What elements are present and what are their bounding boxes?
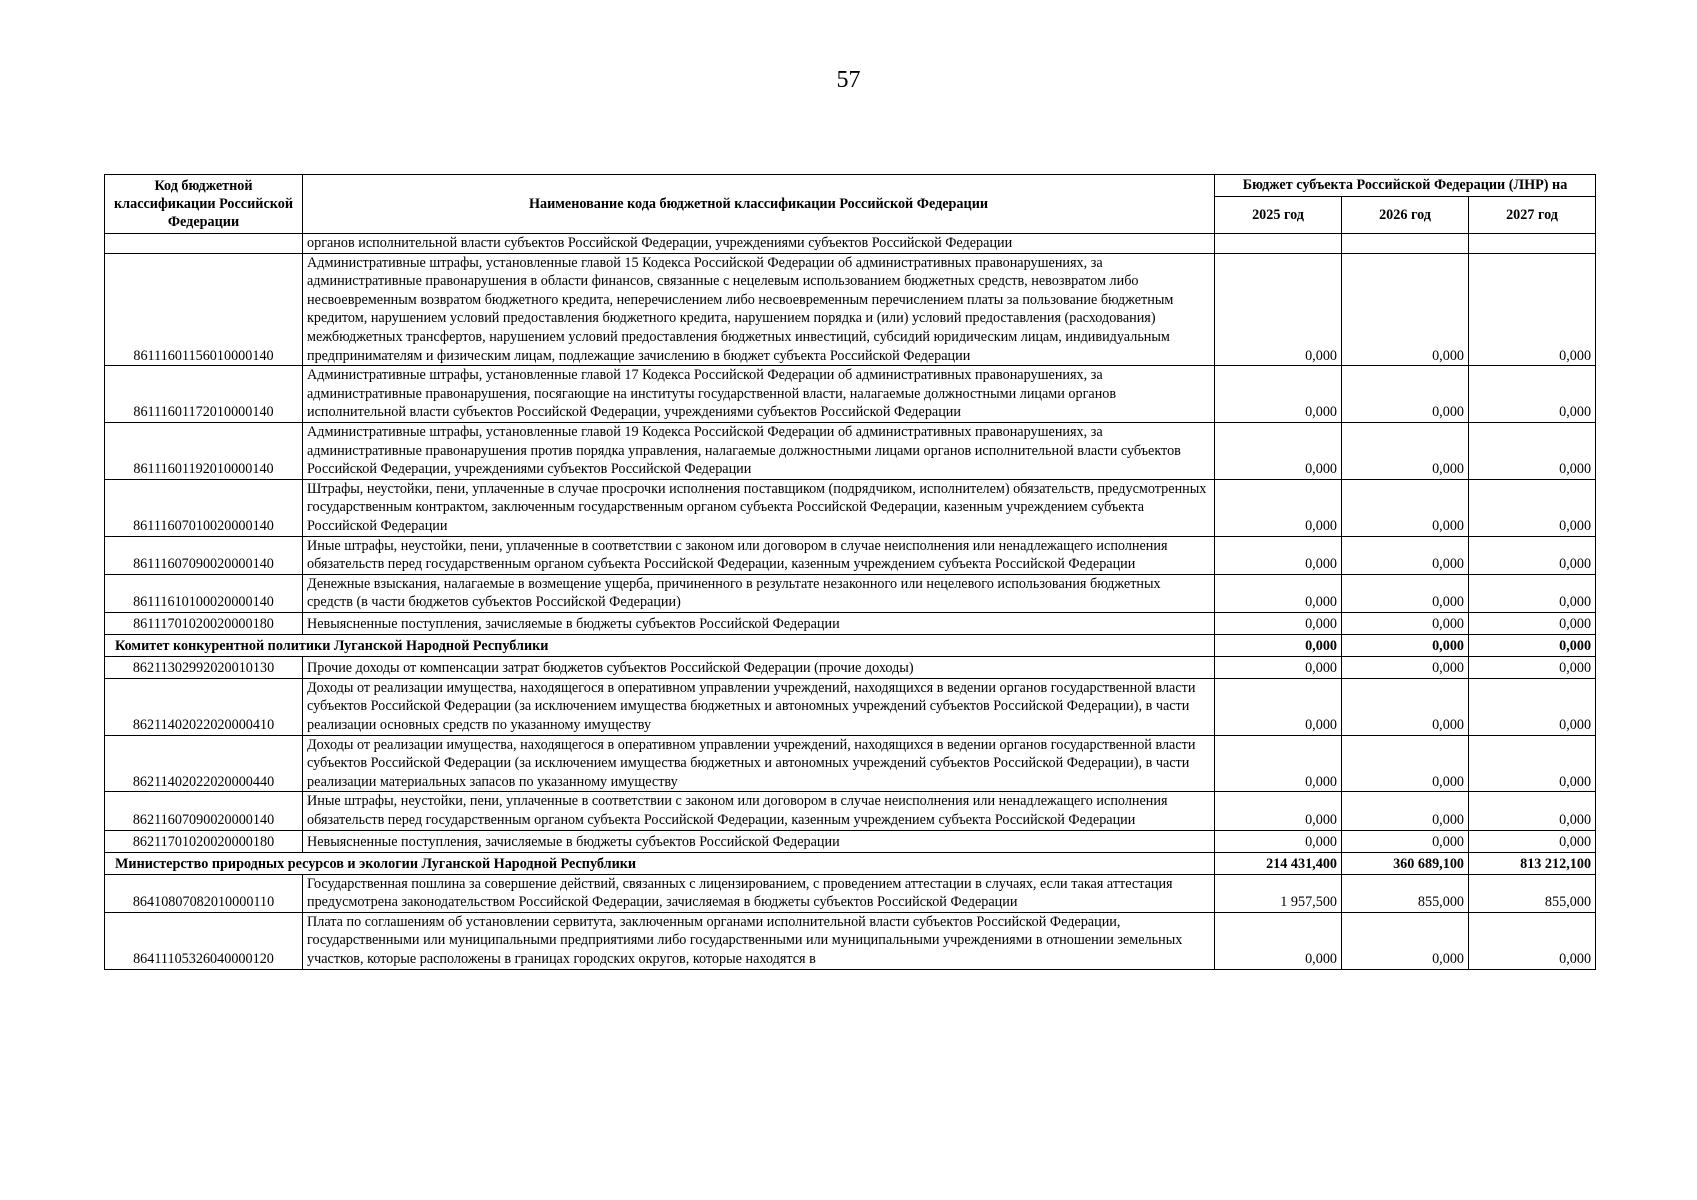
code-name-cell: Административные штрафы, установленные главой 19 Кодекса Российской Федерации об административных правонарушениях, за административные правонарушения против порядка управления, налагаемые должностными лицами органов исполнительной власти субъектов Российской Федерации, учреждениями субъектов Российской Федерации	[303, 422, 1215, 479]
value-2027-cell: 0,000	[1469, 536, 1596, 574]
value-2025-cell: 0,000	[1215, 479, 1342, 536]
value-2026-cell: 0,000	[1342, 422, 1469, 479]
value-2026-cell: 360 689,100	[1342, 852, 1469, 874]
value-2025-cell: 0,000	[1215, 830, 1342, 852]
budget-code-cell: 86211402022020000440	[105, 735, 303, 792]
header-name-column: Наименование кода бюджетной классификации Российской Федерации	[303, 175, 1215, 234]
table-header	[105, 175, 1596, 234]
header-year-2027: 2027 год	[1469, 197, 1596, 234]
code-name-cell: Доходы от реализации имущества, находящегося в оперативном управлении учреждений, находящихся в ведении органов государственной власти субъектов Российской Федерации (за исключением имущества бюджетных и автономных учреждений субъектов Российской Федерации), в части реализации основных средств по указанному имуществу	[303, 678, 1215, 735]
value-2025-cell: 0,000	[1215, 366, 1342, 423]
value-2026-cell: 0,000	[1342, 792, 1469, 830]
budget-code-cell: 86211607090020000140	[105, 792, 303, 830]
header-budget-group: Бюджет субъекта Российской Федерации (ЛНР) на	[1215, 175, 1596, 197]
table-row	[105, 830, 1596, 852]
budget-code-cell: 86111601192010000140	[105, 422, 303, 479]
value-2025-cell: 0,000	[1215, 792, 1342, 830]
value-2026-cell: 0,000	[1342, 678, 1469, 735]
value-2025-cell: 214 431,400	[1215, 852, 1342, 874]
budget-revenue-table	[104, 174, 1596, 970]
budget-code-cell: 86111601156010000140	[105, 253, 303, 366]
code-name-cell: Доходы от реализации имущества, находящегося в оперативном управлении учреждений, находящихся в ведении органов государственной власти субъектов Российской Федерации (за исключением имущества бюджетных и автономных учреждений субъектов Российской Федерации), в части реализации материальных запасов по указанному имуществу	[303, 735, 1215, 792]
budget-code-cell: 86111607010020000140	[105, 479, 303, 536]
header-code-column: Код бюджетной классификации Российской Федерации	[105, 175, 303, 234]
code-name-cell: Штрафы, неустойки, пени, уплаченные в случае просрочки исполнения поставщиком (подрядчиком, исполнителем) обязательств, предусмотренных государственным контрактом, заключенным государственным органом субъекта Российской Федерации, казенным учреждением субъекта Российской Федерации	[303, 479, 1215, 536]
section-row	[105, 634, 1596, 656]
value-2025-cell	[1215, 234, 1342, 254]
table-row	[105, 678, 1596, 735]
table-row	[105, 536, 1596, 574]
value-2027-cell: 0,000	[1469, 422, 1596, 479]
value-2026-cell: 0,000	[1342, 536, 1469, 574]
page-number: 57	[836, 67, 861, 93]
table-row	[105, 912, 1596, 969]
value-2027-cell: 0,000	[1469, 574, 1596, 612]
budget-code-cell: 86411105326040000120	[105, 912, 303, 969]
code-name-cell: Иные штрафы, неустойки, пени, уплаченные в соответствии с законом или договором в случае неисполнения или ненадлежащего исполнения обязательств перед государственным органом субъекта Российской Федерации, казенным учреждением субъекта Российской Федерации	[303, 536, 1215, 574]
value-2027-cell: 0,000	[1469, 735, 1596, 792]
value-2026-cell: 0,000	[1342, 253, 1469, 366]
value-2026-cell: 0,000	[1342, 612, 1469, 634]
table-row	[105, 874, 1596, 912]
table-row	[105, 574, 1596, 612]
budget-code-cell: 86410807082010000110	[105, 874, 303, 912]
value-2027-cell: 813 212,100	[1469, 852, 1596, 874]
value-2027-cell: 0,000	[1469, 366, 1596, 423]
budget-code-cell: 86111610100020000140	[105, 574, 303, 612]
table-row	[105, 612, 1596, 634]
value-2026-cell: 0,000	[1342, 574, 1469, 612]
value-2027-cell: 0,000	[1469, 830, 1596, 852]
value-2025-cell: 0,000	[1215, 612, 1342, 634]
value-2025-cell: 0,000	[1215, 735, 1342, 792]
value-2026-cell: 0,000	[1342, 479, 1469, 536]
value-2026-cell: 0,000	[1342, 366, 1469, 423]
code-name-cell: органов исполнительной власти субъектов Российской Федерации, учреждениями субъектов Российской Федерации	[303, 234, 1215, 254]
value-2026-cell: 0,000	[1342, 656, 1469, 678]
table-row	[105, 366, 1596, 423]
value-2026-cell: 0,000	[1342, 735, 1469, 792]
value-2025-cell: 0,000	[1215, 422, 1342, 479]
value-2025-cell: 0,000	[1215, 656, 1342, 678]
budget-code-cell: 86111701020020000180	[105, 612, 303, 634]
table-row	[105, 792, 1596, 830]
table-row	[105, 234, 1596, 254]
value-2027-cell	[1469, 234, 1596, 254]
table-row	[105, 656, 1596, 678]
table-row	[105, 479, 1596, 536]
value-2027-cell: 0,000	[1469, 912, 1596, 969]
value-2026-cell: 0,000	[1342, 830, 1469, 852]
value-2025-cell: 0,000	[1215, 253, 1342, 366]
table-row	[105, 422, 1596, 479]
code-name-cell: Административные штрафы, установленные главой 15 Кодекса Российской Федерации об административных правонарушениях, за административные правонарушения в области финансов, связанные с нецелевым использованием бюджетных средств, невозвратом либо несвоевременным возвратом бюджетного кредита, неперечислением либо несвоевременным перечислением платы за пользование бюджетным кредитом, нарушением условий предоставления бюджетного кредита, нарушением порядка и (или) условий предоставления (расходования) межбюджетных трансфертов, нарушением условий предоставления бюджетных инвестиций, субсидий юридическим лицам, индивидуальным предпринимателям и физическим лицам, подлежащие зачислению в бюджет субъекта Российской Федерации	[303, 253, 1215, 366]
code-name-cell: Невыясненные поступления, зачисляемые в бюджеты субъектов Российской Федерации	[303, 612, 1215, 634]
value-2027-cell: 0,000	[1469, 634, 1596, 656]
value-2025-cell: 0,000	[1215, 536, 1342, 574]
value-2026-cell	[1342, 234, 1469, 254]
section-title: Комитет конкурентной политики Луганской Народной Республики	[105, 634, 1215, 656]
section-title: Министерство природных ресурсов и экологии Луганской Народной Республики	[105, 852, 1215, 874]
budget-code-cell: 86111607090020000140	[105, 536, 303, 574]
value-2027-cell: 0,000	[1469, 792, 1596, 830]
value-2025-cell: 0,000	[1215, 634, 1342, 656]
table-row	[105, 735, 1596, 792]
header-year-2025: 2025 год	[1215, 197, 1342, 234]
value-2025-cell: 0,000	[1215, 574, 1342, 612]
value-2027-cell: 0,000	[1469, 253, 1596, 366]
table-row	[105, 253, 1596, 366]
code-name-cell: Прочие доходы от компенсации затрат бюджетов субъектов Российской Федерации (прочие доходы)	[303, 656, 1215, 678]
section-row	[105, 852, 1596, 874]
value-2027-cell: 0,000	[1469, 678, 1596, 735]
code-name-cell: Административные штрафы, установленные главой 17 Кодекса Российской Федерации об административных правонарушениях, за административные правонарушения, посягающие на институты государственной власти, налагаемые должностными лицами органов исполнительной власти субъектов Российской Федерации, учреждениями субъектов Российской Федерации	[303, 366, 1215, 423]
budget-code-cell: 86111601172010000140	[105, 366, 303, 423]
code-name-cell: Иные штрафы, неустойки, пени, уплаченные в соответствии с законом или договором в случае неисполнения или ненадлежащего исполнения обязательств перед государственным органом субъекта Российской Федерации, казенным учреждением субъекта Российской Федерации	[303, 792, 1215, 830]
header-year-2026: 2026 год	[1342, 197, 1469, 234]
value-2025-cell: 0,000	[1215, 912, 1342, 969]
code-name-cell: Плата по соглашениям об установлении сервитута, заключенным органами исполнительной власти субъектов Российской Федерации, государственными или муниципальными предприятиями либо государственными или муниципальными учреждениями в отношении земельных участков, которые расположены в границах городских округов, которые находятся в	[303, 912, 1215, 969]
value-2026-cell: 855,000	[1342, 874, 1469, 912]
value-2027-cell: 855,000	[1469, 874, 1596, 912]
code-name-cell: Невыясненные поступления, зачисляемые в бюджеты субъектов Российской Федерации	[303, 830, 1215, 852]
budget-code-cell	[105, 234, 303, 254]
code-name-cell: Денежные взыскания, налагаемые в возмещение ущерба, причиненного в результате незаконного или нецелевого использования бюджетных средств (в части бюджетов субъектов Российской Федерации)	[303, 574, 1215, 612]
value-2027-cell: 0,000	[1469, 612, 1596, 634]
value-2027-cell: 0,000	[1469, 479, 1596, 536]
value-2025-cell: 0,000	[1215, 678, 1342, 735]
table-body	[105, 234, 1596, 970]
value-2027-cell: 0,000	[1469, 656, 1596, 678]
budget-code-cell: 86211701020020000180	[105, 830, 303, 852]
value-2026-cell: 0,000	[1342, 634, 1469, 656]
value-2026-cell: 0,000	[1342, 912, 1469, 969]
budget-code-cell: 86211302992020010130	[105, 656, 303, 678]
budget-code-cell: 86211402022020000410	[105, 678, 303, 735]
code-name-cell: Государственная пошлина за совершение действий, связанных с лицензированием, с проведением аттестации в случаях, если такая аттестация предусмотрена законодательством Российской Федерации, зачисляемая в бюджеты субъектов Российской Федерации	[303, 874, 1215, 912]
value-2025-cell: 1 957,500	[1215, 874, 1342, 912]
